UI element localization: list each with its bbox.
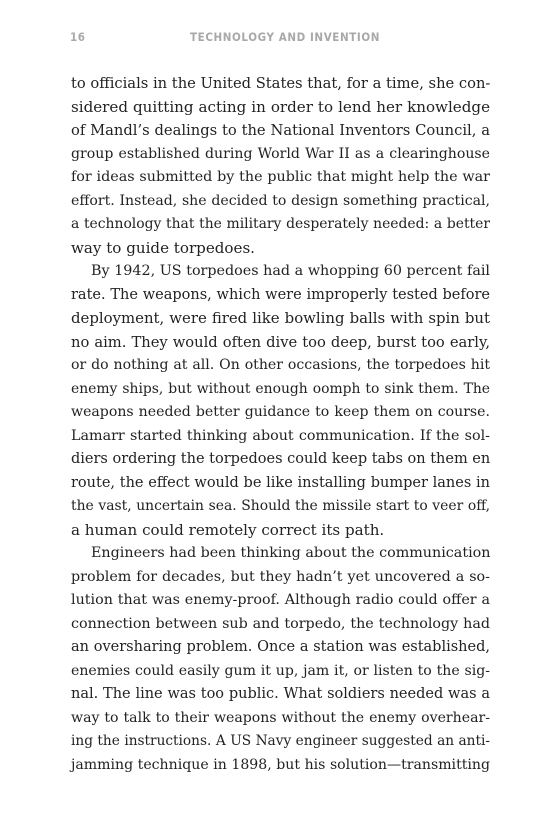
text-line: effort. Instead, she decided to design something practical, [71,192,490,209]
text-line: lution that was enemy-proof. Although radio could offer a [71,592,490,608]
text-line: ing the instructions. A US Navy engineer suggested an anti- [71,733,490,749]
paragraph-2 [71,260,490,542]
text-line: the vast, uncertain sea. Should the missile start to veer off, [71,498,490,514]
text-line: problem for decades, but they hadn’t yet uncovered a so- [71,568,490,585]
text-line: a human could remotely correct its path. [71,520,385,539]
text-line: a technology that the military desperately needed: a better [71,216,490,232]
text-line: enemy ships, but without enough oomph to sink them. The [71,380,490,397]
text-line: to officials in the United States that, for a time, she con- [71,75,491,92]
text-line: or do nothing at all. On other occasions, the torpedoes hit [71,357,490,373]
text-line: way to guide torpedoes. [71,238,255,257]
text-line: route, the effect would be like installing bumper lanes in [71,474,490,491]
text-line: Engineers had been thinking about the communication [91,545,491,561]
text-line: connection between sub and torpedo, the technology had [71,615,490,632]
text-line: weapons needed better guidance to keep them on course. [71,404,490,420]
text-line: rate. The weapons, which were improperly tested before [71,286,490,303]
text-line: group established during World War II as a clearinghouse [71,145,490,162]
text-line: deployment, were fired like bowling balls with spin but [71,309,490,327]
text-line: for ideas submitted by the public that might help the war [71,169,490,185]
text-line: jamming technique in 1898, but his solution—transmitting [71,756,490,773]
text-line: nal. The line was too public. What soldiers needed was a [71,686,490,702]
text-line: no aim. They would often dive too deep, burst too early, [71,333,490,351]
text-line: way to talk to their weapons without the enemy overhear- [71,709,490,726]
body-text [71,72,490,777]
running-title: TECHNOLOGY AND INVENTION [190,30,380,44]
text-line: enemies could easily gum it up, jam it, or listen to the sig- [71,662,490,679]
running-header [70,30,490,46]
paragraph-3 [71,542,490,777]
text-line: of Mandl’s dealings to the National Inventors Council, a [71,122,490,139]
text-line: an oversharing problem. Once a station was established, [71,639,490,655]
text-line: By 1942, US torpedoes had a whopping 60 percent fail [91,263,490,279]
text-line: Lamarr started thinking about communication. If the sol- [71,427,490,444]
text-line: sidered quitting acting in order to lend her knowledge [71,97,490,116]
paragraph-1 [71,72,490,260]
page-number: 16 [70,30,86,44]
text-line: diers ordering the torpedoes could keep tabs on them en [71,451,491,467]
